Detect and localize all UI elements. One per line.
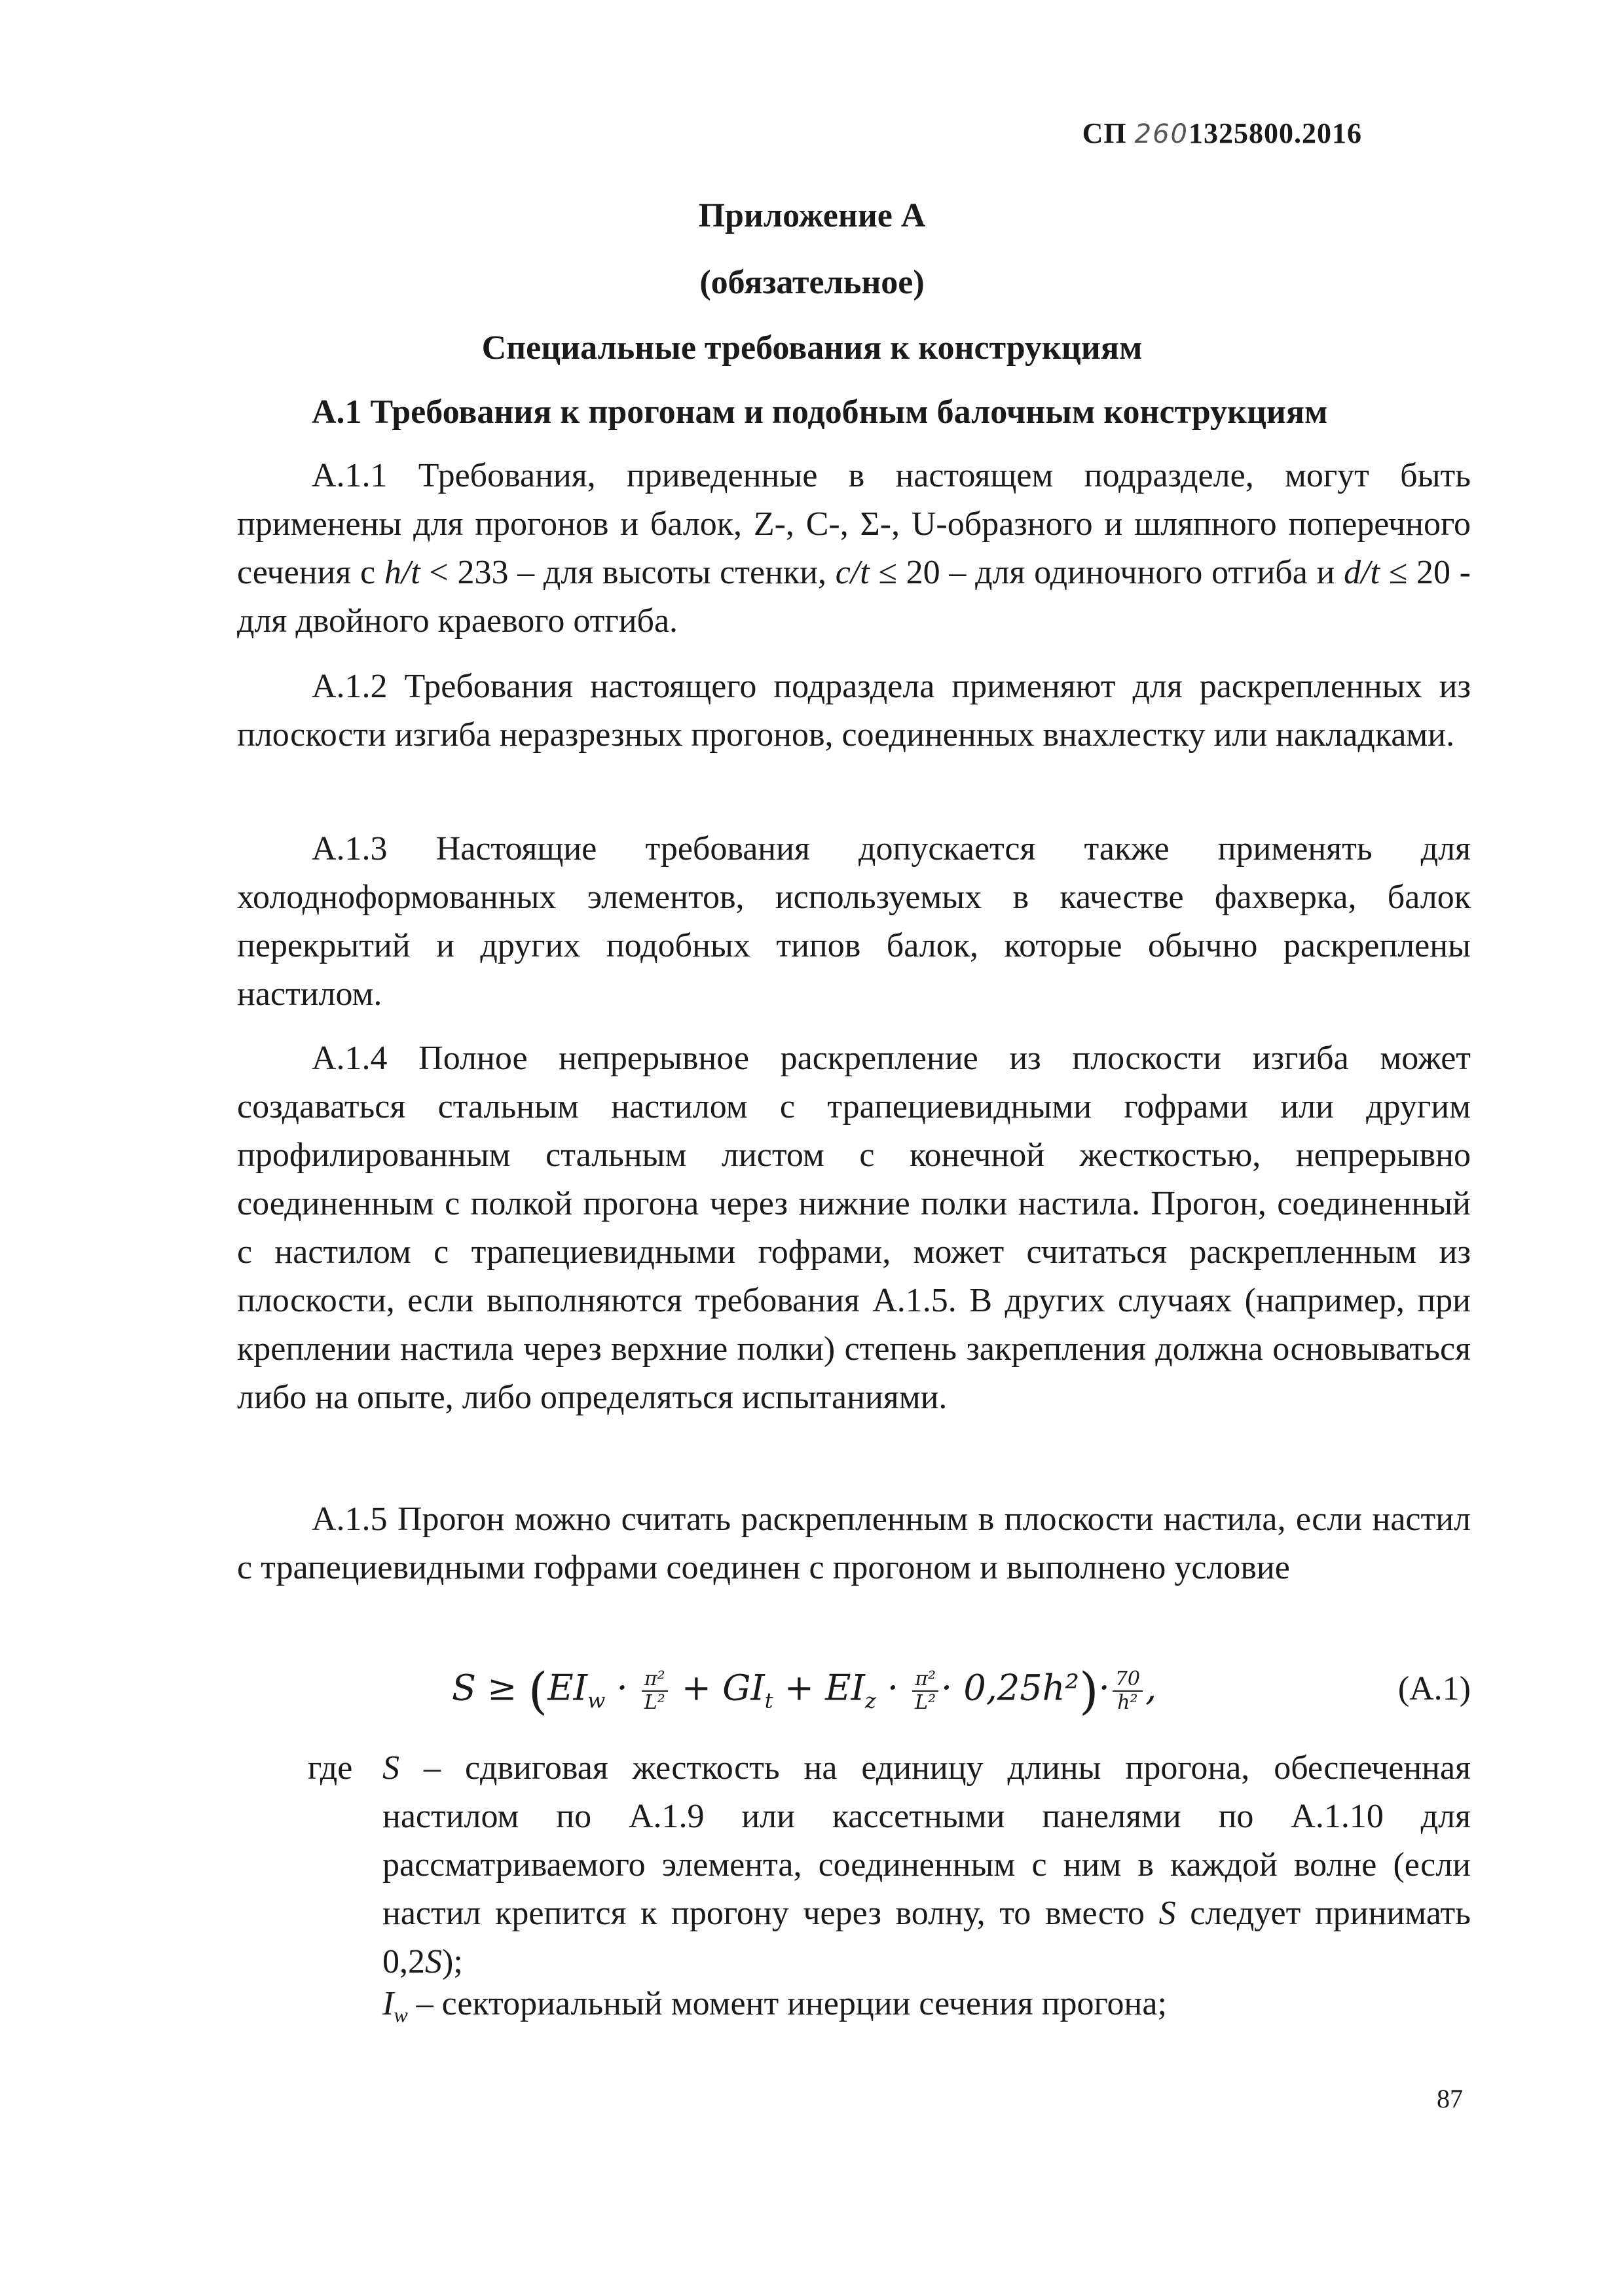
frac-den: h² [1117,1690,1138,1714]
formula-tail: 0,25h² [952,1667,1079,1709]
formula-dot: · [941,1667,953,1709]
paragraph-a115 [237,1495,1471,1592]
a114-text: А.1.4 Полное непрерывное раскрепление из плоскости изгиба может создаваться стальным настилом с трапециевидными гофрами или другим профилированным стальным листом с конечной жесткостью, непрерывно соединенным с полкой прогона через нижние полки настила. Прогон, соединенный с настилом с трапециевидными гофрами, может считаться раскрепленным из плоскости, если выполняются требования А.1.5. В других случаях (например, при креплении настила через верхние полки) степень закрепления должна основываться либо на опыте, либо определяться испытаниями. [237,1040,1471,1416]
a111-text-lead: А.1.1 Требования, приведенные в настоящем подразделе, могут быть применены для прогонов и балок, Z-, C-, Σ-, U-образного и шляпного поперечного сечения с [237,457,1471,591]
formula-comma: , [1145,1667,1157,1709]
formula-ei-z: + EI [773,1667,865,1709]
paragraph-a113 [237,825,1471,1019]
frac-den: L² [915,1690,936,1714]
where-block [308,1744,1471,1992]
a115-text: А.1.5 Прогон можно считать раскрепленным в плоскости настила, если настил с трапециевидными гофрами соединен с прогоном и выполнено условие [237,1501,1471,1586]
header-code: 1325800.2016 [1189,117,1362,149]
appendix-title: Приложение А [698,197,926,234]
fraction-70-h2 [1113,1668,1143,1714]
subsection-title: А.1 Требования к прогонам и подобным балочным конструкциям [312,393,1328,431]
where-label: где [308,1749,353,1787]
formula-sub-z: z [864,1688,876,1713]
s-symbol: S [1158,1895,1176,1932]
formula-dot: · [616,1667,628,1709]
s-def-b: следует принимать 0,2 [382,1895,1471,1980]
a111-text-mid2: ≤ 20 – для одиночного отгиба и [869,554,1344,591]
paragraph-a112 [237,663,1471,759]
a111-dt-symbol: d/t [1344,554,1380,591]
formula-dot: · [1098,1667,1110,1709]
iw-def: – секториальный момент инерции сечения прогона; [407,1985,1167,2022]
formula-ei: EI [547,1667,587,1709]
paragraph-a111 [237,452,1471,646]
page-number: 87 [1437,2084,1463,2113]
frac-den: L² [644,1690,665,1714]
frac-num: π² [642,1668,668,1692]
formula-expression [452,1662,1156,1720]
formula-lhs: S ≥ [452,1667,528,1709]
right-paren: ) [1079,1662,1099,1720]
formula-gi: + GI [670,1667,765,1709]
paragraph-a114 [237,1034,1471,1422]
a111-text-mid1: < 233 – для высоты стенки, [420,554,836,591]
a111-ht-symbol: h/t [384,554,420,591]
handwritten-number: 260 [1134,119,1189,149]
s-def-c: ); [442,1943,463,1980]
frac-num: 70 [1113,1668,1143,1692]
formula-sub-w: w [587,1688,606,1713]
where-definitions [382,1744,1471,1986]
document-code-header [1082,117,1362,150]
iw-symbol: I [382,1985,394,2022]
iw-sub: w [394,2003,408,2027]
a111-ct-symbol: c/t [835,554,870,591]
left-paren: ( [528,1662,548,1720]
fraction-pi2-l2-second [912,1668,938,1714]
formula-number: (А.1) [1397,1670,1471,1707]
a113-text: А.1.3 Настоящие требования допускается также применять для холодноформованных элементов, используемых в качестве фахверка, балок перекрытий и других подобных типов балок, которые обычно раскреплены настилом. [237,830,1471,1013]
section-title: Специальные требования к конструкциям [481,329,1143,367]
mandatory-label: (обязательное) [699,264,925,301]
s-def-a: – сдвиговая жесткость на единицу длины прогона, обеспеченная настилом по А.1.9 или кассетными панелями по А.1.10 для рассматриваемого элемента, соединенным с ним в каждой волне (если настил крепится к прогону через волну, то вместо [382,1749,1471,1932]
a112-text: А.1.2 Требования настоящего подраздела применяют для раскрепленных из плоскости изгиба неразрезных прогонов, соединенных внахлестку или накладками. [237,668,1471,754]
formula-a1 [452,1656,1471,1728]
a111-text-end: ≤ 20 - для двойного краевого отгиба. [237,554,1471,640]
fraction-pi2-l2 [642,1668,668,1714]
frac-num: π² [912,1668,938,1692]
header-prefix: СП [1082,117,1127,149]
definition-iw [382,1980,1167,2039]
s-symbol: S [425,1943,442,1980]
definition-s [382,1744,1471,1986]
formula-dot: · [887,1667,899,1709]
s-symbol: S [382,1749,399,1787]
formula-sub-t: t [764,1688,773,1713]
